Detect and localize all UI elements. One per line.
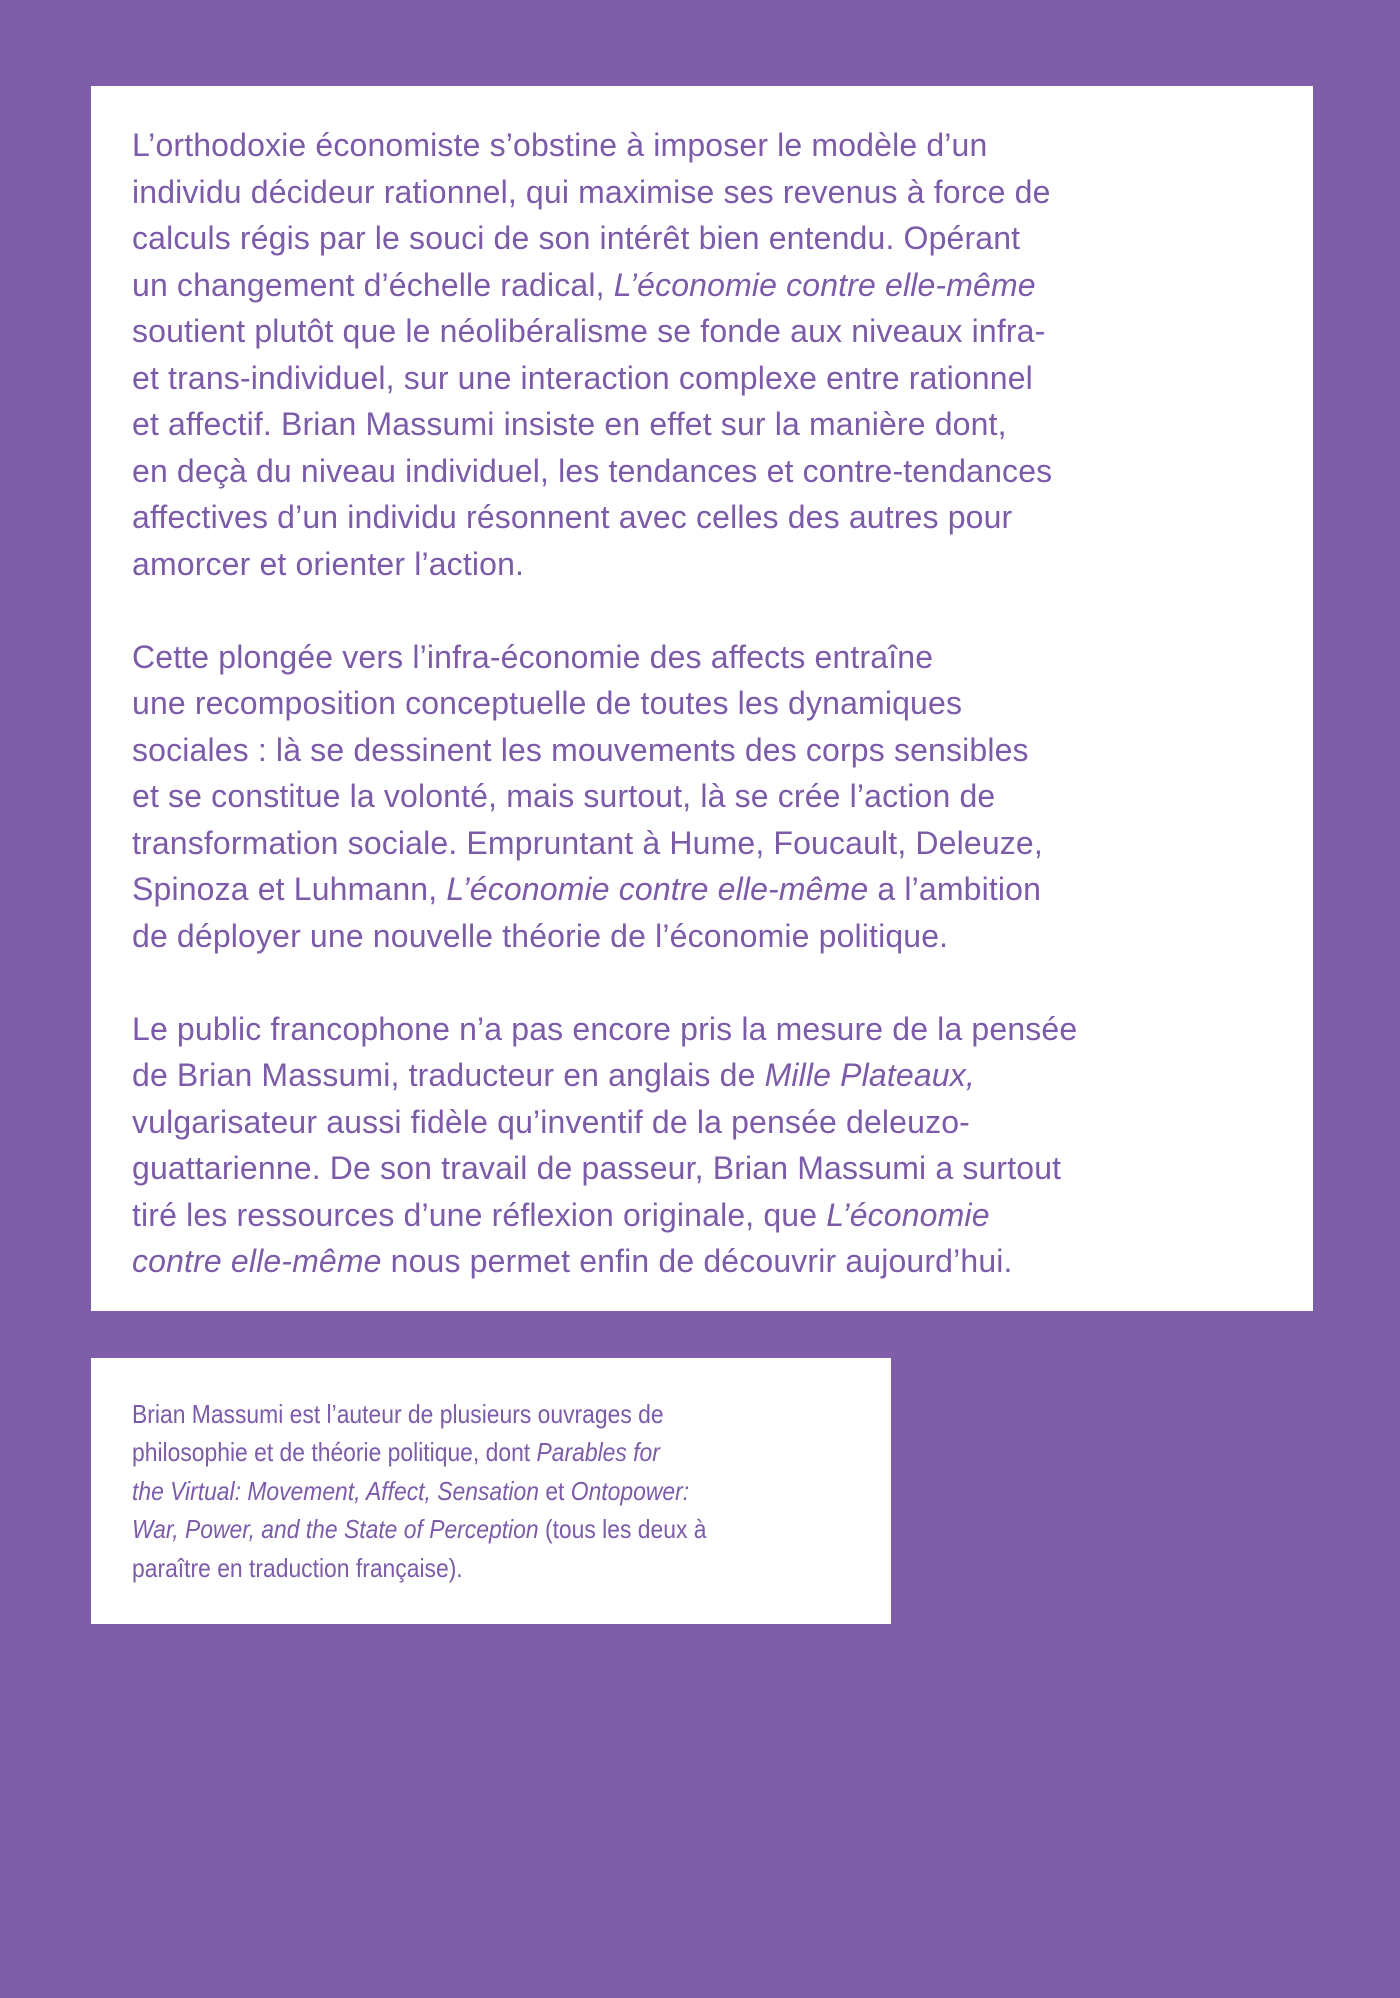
text-line: amorcer et orienter l’action. [132,545,525,582]
text-line: the Virtual: Movement, Affect, Sensation et Ontopower: [132,1475,690,1506]
book-title: Ontopower: [570,1475,690,1506]
text-line: L’orthodoxie économiste s’obstine à imposer le modèle d’un [132,127,988,163]
text-line: soutient plutôt que le néolibéralisme se fonde aux niveaux infra- [132,313,1046,349]
author-bio-box [91,1358,891,1624]
text-line: et affectif. Brian Massumi insiste en effet sur la manière dont, [132,406,1007,442]
text-line: philosophie et de théorie politique, dont Parables for [132,1437,660,1468]
text-line: calculs régis par le souci de son intérêt bien entendu. Opérant [132,220,1021,256]
book-title: Mille Plateaux, [764,1057,975,1093]
text-line: de déployer une nouvelle théorie de l’économie politique. [132,917,949,954]
book-title: the Virtual: Movement, Affect, Sensation [132,1475,539,1506]
text-line: tiré les ressources d’une réflexion originale, que L’économie [132,1196,990,1233]
book-title: Parables for [536,1437,660,1468]
blurb-box [91,86,1313,1311]
text-line: guattarienne. De son travail de passeur, Brian Massumi a surtout [132,1150,1062,1186]
text-line: et se constitue la volonté, mais surtout, là se crée l’action de [132,778,996,814]
author-bio [132,1395,782,1587]
text-line: affectives d’un individu résonnent avec celles des autres pour [132,499,1013,535]
text-line: Cette plongée vers l’infra-économie des affects entraîne [132,638,934,675]
text-line: en deçà du niveau individuel, les tendances et contre-tendances [132,452,1053,489]
blurb-paragraph-2 [132,634,1283,960]
text-line: vulgarisateur aussi fidèle qu’inventif de la pensée deleuzo- [132,1103,970,1140]
text-line: War, Power, and the State of Perception (tous les deux à [132,1514,707,1545]
text-line: Brian Massumi est l’auteur de plusieurs ouvrages de [132,1399,664,1429]
text-line: transformation sociale. Empruntant à Hume, Foucault, Deleuze, [132,824,1043,861]
text-line: contre elle-même nous permet enfin de découvrir aujourd’hui. [132,1243,1013,1279]
book-title: contre elle-même [132,1243,382,1279]
text-line: paraître en traduction française). [132,1552,463,1583]
text-line: et trans-individuel, sur une interaction complexe entre rationnel [132,359,1033,396]
book-title: L’économie [826,1196,990,1233]
book-title: War, Power, and the State of Perception [132,1514,539,1545]
book-title: L’économie contre elle-même [613,266,1036,303]
text-line: sociales : là se dessinent les mouvements des corps sensibles [132,731,1029,768]
book-title: L’économie contre elle-même [446,871,869,907]
text-line: Le public francophone n’a pas encore pris la mesure de la pensée [132,1010,1078,1047]
text-line: individu décideur rationnel, qui maximise ses revenus à force de [132,173,1051,210]
blurb-paragraph-1 [132,122,1283,587]
text-line: Spinoza et Luhmann, L’économie contre elle-même a l’ambition [132,871,1042,907]
blurb-paragraph-3 [132,1006,1283,1285]
text-line: de Brian Massumi, traducteur en anglais de Mille Plateaux, [132,1057,975,1093]
text-line: une recomposition conceptuelle de toutes les dynamiques [132,685,963,721]
text-line: un changement d’échelle radical, L’économie contre elle-même [132,266,1036,303]
